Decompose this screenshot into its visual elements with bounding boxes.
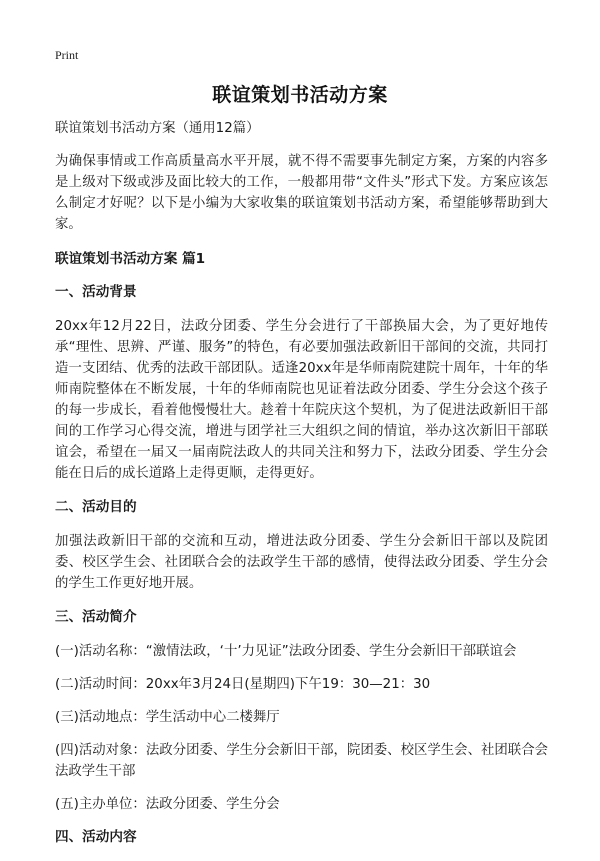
list-item-name: (一)活动名称：“激情法政，‘十’力见证”法政分团委、学生分会新旧干部联谊会 bbox=[55, 644, 517, 659]
purpose-paragraph: 加强法政新旧干部的交流和互动，增进法政分团委、学生分会新旧干部以及院团委、校区学生会、社团联合会的法政学生干部的感情，使得法政分团委、学生分会的学生工作更好地开展。 bbox=[55, 534, 548, 591]
document-subtitle: 联谊策划书活动方案（通用12篇） bbox=[55, 121, 260, 136]
section-heading-background: 一、活动背景 bbox=[55, 284, 137, 300]
section-heading-intro: 三、活动简介 bbox=[55, 609, 137, 625]
section-heading-purpose: 二、活动目的 bbox=[55, 499, 137, 515]
list-item-organizer: (五)主办单位：法政分团委、学生分会 bbox=[55, 797, 280, 812]
background-paragraph: 20xx年12月22日，法政分团委、学生分会进行了干部换届大会，为了更好地传承“理性、思辨、严谨、服务”的特色，有必要加强法政新旧干部间的交流，共同打造一支团结、优秀的法政干部团队。适逢20xx年是华师南院建院十周年，十年的华师南院整体在不断发展，十年的华师南院也见证着法政分团委、学生分会这个孩子的每一步成长，看着他慢慢壮大。趁着十年院庆这个契机，为了促进法政新旧干部间的工作学习心得交流，增进与团学社三大组织之间的情谊，举办这次新旧干部联谊会，希望在一届又一届南院法政人的共同关注和努力下，法政分团委、学生分会能在日后的成长道路上走得更顺，走得更好。 bbox=[55, 319, 548, 481]
list-item-location: (三)活动地点：学生活动中心二楼舞厅 bbox=[55, 710, 280, 725]
document-body bbox=[55, 118, 548, 861]
page-title: 联谊策划书活动方案 bbox=[212, 84, 388, 106]
article-heading: 联谊策划书活动方案 篇1 bbox=[55, 251, 206, 267]
list-item-audience: (四)活动对象：法政分团委、学生分会新旧干部，院团委、校区学生会、社团联合会法政学生干部 bbox=[55, 743, 548, 779]
print-link[interactable]: Print bbox=[55, 48, 79, 62]
list-item-time: (二)活动时间：20xx年3月24日(星期四)下午19：30—21：30 bbox=[55, 677, 431, 692]
section-heading-content: 四、活动内容 bbox=[55, 829, 137, 845]
intro-paragraph: 为确保事情或工作高质量高水平开展，就不得不需要事先制定方案，方案的内容多是上级对下级或涉及面比较大的工作，一般都用带“文件头”形式下发。方案应该怎么制定才好呢？以下是小编为大家收集的联谊策划书活动方案，希望能够帮助到大家。 bbox=[55, 154, 548, 232]
